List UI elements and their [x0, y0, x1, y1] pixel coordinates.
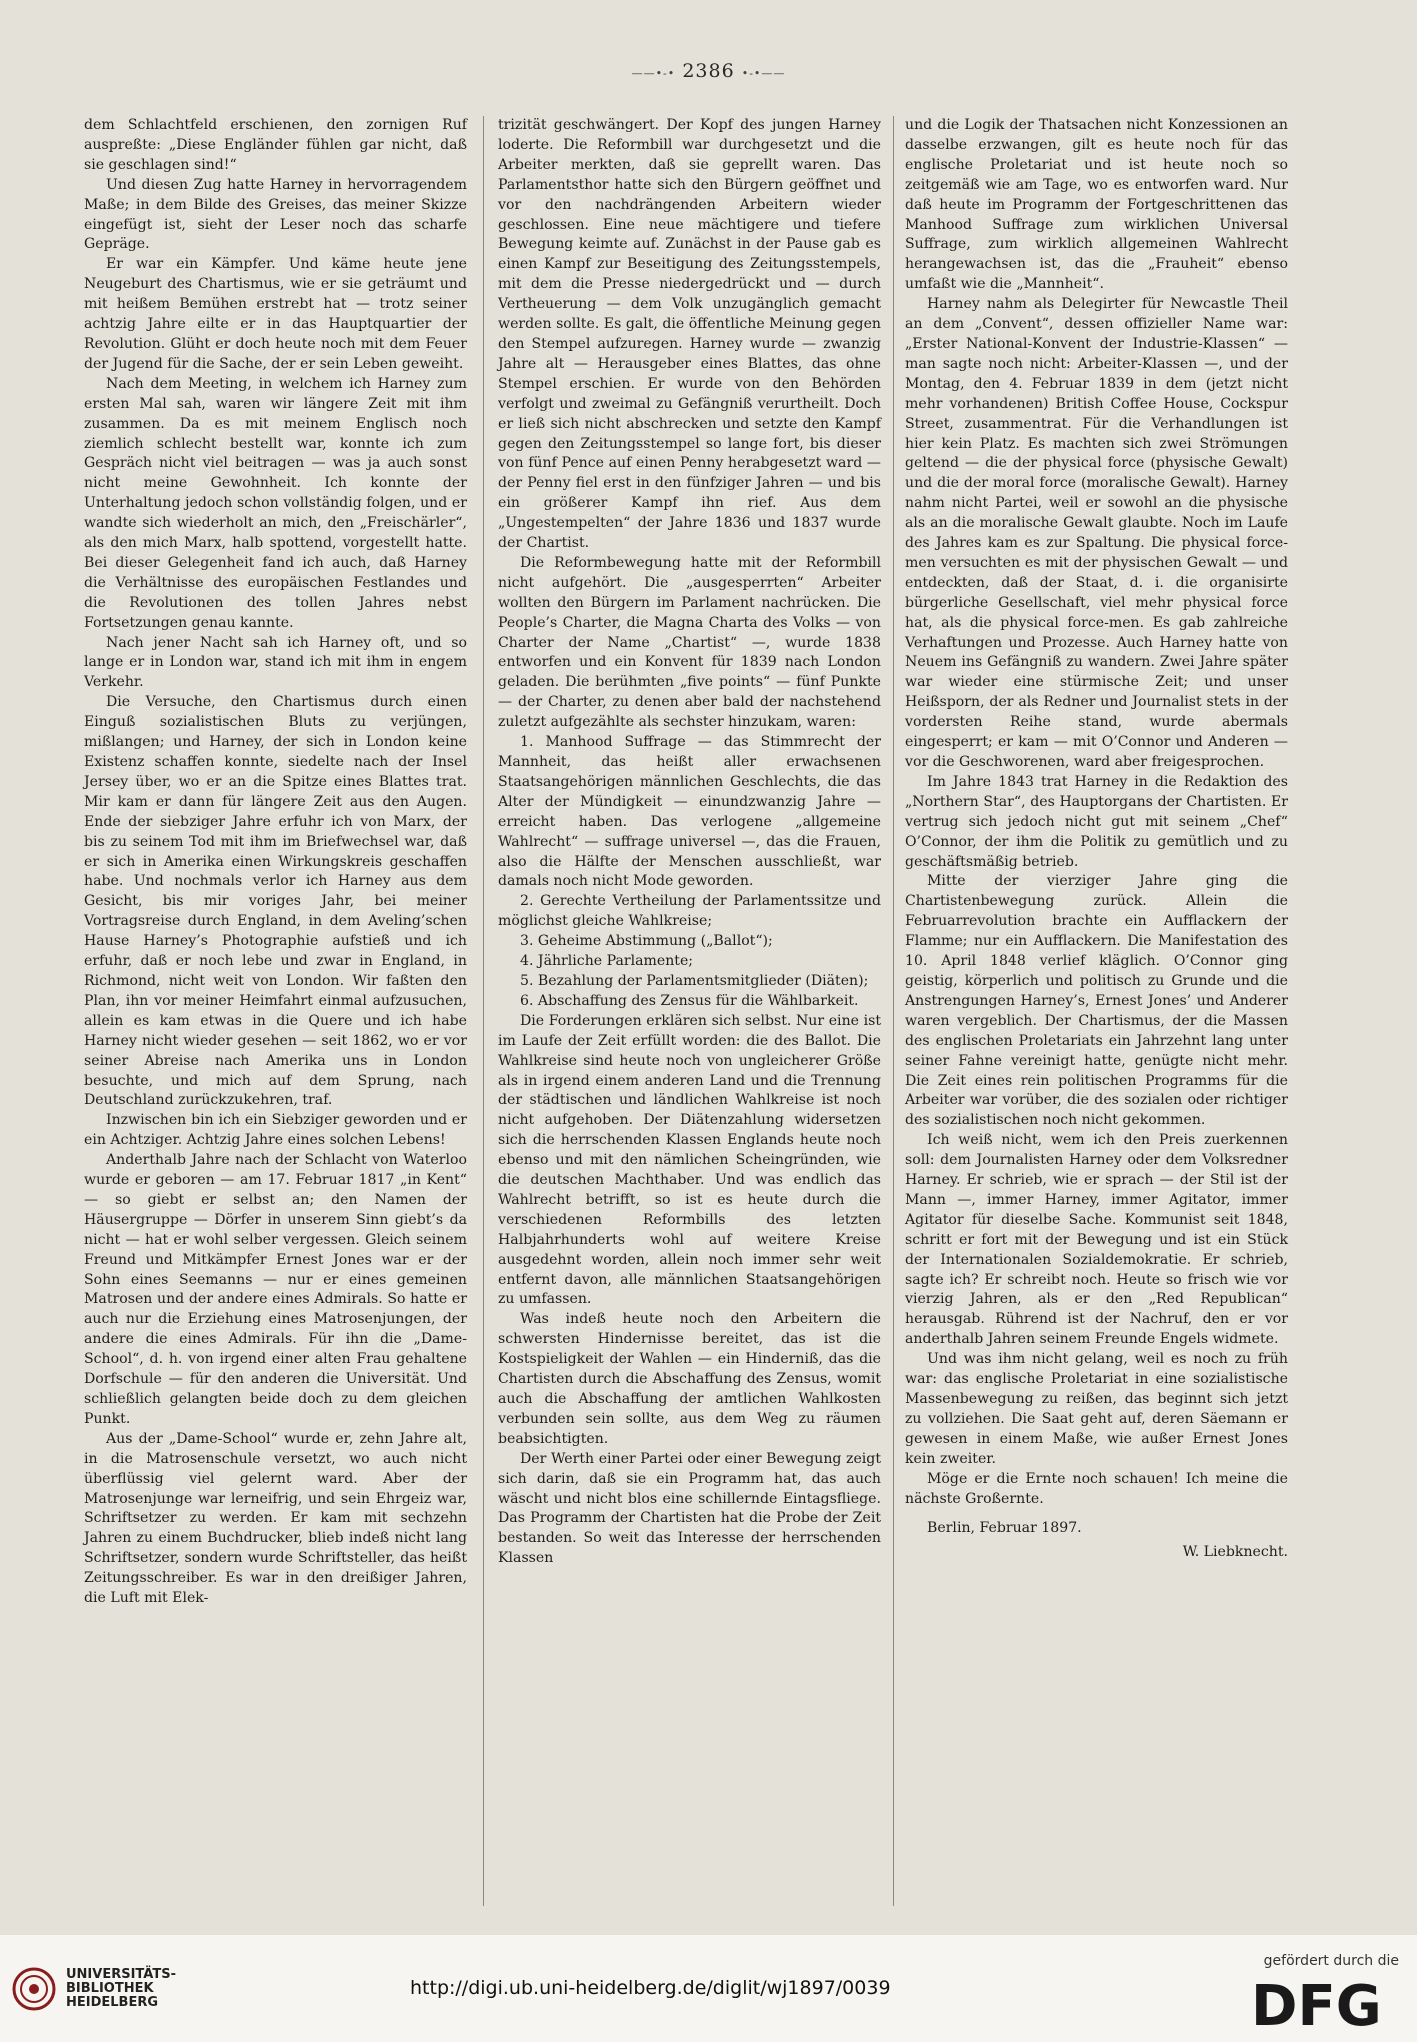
library-name: UNIVERSITÄTS- BIBLIOTHEK HEIDELBERG — [66, 1967, 176, 2010]
paragraph: Inzwischen bin ich ein Siebziger geworden und er ein Achtziger. Achtzig Jahre eines solchen Lebens! — [84, 1112, 467, 1149]
header-ornament-left: ——•-• — [631, 67, 676, 80]
paragraph: Der Werth einer Partei oder einer Bewegung zeigt sich darin, daß sie ein Programm hat, das auch wäscht und nicht blos eine schillernde Eintagsfliege. Das Programm der Chartisten hat die Probe der Zeit bestanden. So weit das Interesse der herrschenden Klassen — [498, 1450, 881, 1567]
paragraph: Im Jahre 1843 trat Harney in die Redaktion des „Northern Star“, des Hauptorgans der Chartisten. Er vertrug sich jedoch nicht gut mit seinem „Chef“ O’Connor, der ihm die Politik zu gemütlich und zu geschäftsmäßig betrieb. — [905, 773, 1288, 870]
text-column-2 — [498, 116, 881, 1569]
paragraph: Anderthalb Jahre nach der Schlacht von Waterloo wurde er geboren — am 17. Februar 1817 „in Kent“ — so giebt er selbst an; den Namen der Häusergruppe — Dörfer in unserem Sinn giebt’s da nicht — hat er wohl selber vergessen. Gleich seinem Freund und Mitkämpfer Ernest Jones war er der Sohn eines Seemanns — nur er eines gemeinen Matrosen und der andere eines Admirals. So hatte er auch nur die Erziehung eines Matrosenjungen, der andere die eines Admirals. Für ihn die „Dame-School“, d. h. von irgend einer alten Frau gehaltene Dorfschule — für den anderen die Universität. Und schließlich gelangten beide doch zu dem gleichen Punkt. — [84, 1152, 467, 1427]
signature-author: W. Liebknecht. — [1182, 1544, 1288, 1561]
page-url[interactable]: http://digi.ub.uni-heidelberg.de/diglit/wj1897/0039 — [410, 1977, 891, 1999]
paragraph: Möge er die Ernte noch schauen! Ich meine die nächste Großernte. — [905, 1470, 1288, 1507]
paragraph: Er war ein Kämpfer. Und käme heute jene Neugeburt des Chartismus, wie er sie geträumt und mit heißem Bemühen erstrebt hat — trotz seiner achtzig Jahre eilte er in das Hauptquartier der Revolution. Glüht er doch heute noch mit dem Feuer der Jugend für die Sache, der er sein Leben geweiht. — [84, 256, 467, 372]
list-item: 1. Manhood Suffrage — das Stimmrecht der Mannheit, das heißt aller erwachsenen Staatsangehörigen männlichen Geschlechts, die das Alter der Mündigkeit — einundzwanzig Jahre — erreicht haben. Das verlogene „allgemeine Wahlrecht“ — suffrage universel —, das die Frauen, also die Hälfte der Menschen ausschließt, war damals noch nicht Mode geworden. — [498, 734, 881, 890]
column-divider — [483, 116, 484, 1906]
list-item: 4. Jährliche Parlamente; — [520, 953, 694, 970]
paragraph: Nach dem Meeting, in welchem ich Harney zum ersten Mal sah, waren wir längere Zeit mit ihm zusammen. Da es mit meinem Englisch noch ziemlich schlecht bestellt war, konnte ich zum Gespräch nicht viel beitragen — was ja auch sonst nicht meine Gewohnheit. Ich konnte der Unterhaltung jedoch schon vollständig folgen, und er wandte sich wiederholt an mich, den „Freischärler“, als den mich Marx, halb spottend, vorgestellt hatte. Bei dieser Gelegenheit fand ich auch, daß Harney die Verhältnisse des europäischen Festlandes und die Revolutionen des tollen Jahres nebst Fortsetzungen genau kannte. — [84, 375, 467, 631]
paragraph: Mitte der vierziger Jahre ging die Chartistenbewegung zurück. Allein die Februarrevolution brachte ein Aufflackern der Flamme; nur ein Aufflackern. Die Manifestation des 10. April 1848 verlief kläglich. O’Connor ging geistig, körperlich und politisch zu Grunde und die Anstrengungen Harney’s, Ernest Jones’ und Anderer waren vergeblich. Der Chartismus, der die Massen des englischen Proletariats ein Jahrzehnt lang unter seiner Fahne vereinigt hatte, genügte nicht mehr. Die Zeit eines rein politischen Programms für die Arbeiter war vorüber, die des sozialen oder richtiger des sozialistischen noch nicht gekommen. — [905, 873, 1288, 1129]
paragraph: und die Logik der Thatsachen nicht Konzessionen an dasselbe erzwangen, gilt es heute noch für das englische Proletariat und ist heute noch so zeitgemäß wie am Tage, wo es entworfen ward. Nur daß heute im Programm der Fortgeschrittenen das Manhood Suffrage zum wirklichen Universal Suffrage, zum wirklich allgemeinen Wahlrecht herangewachsen ist, das die „Frauheit“ ebenso umfaßt wie die „Mannheit“. — [905, 117, 1288, 293]
list-item: 2. Gerechte Vertheilung der Parlamentssitze und möglichst gleiche Wahlkreise; — [498, 893, 881, 930]
header-ornament-right: •-•—— — [741, 67, 786, 80]
funding-note — [1249, 1953, 1399, 2035]
signature-place-date: Berlin, Februar 1897. — [927, 1520, 1082, 1537]
viewer-footer — [0, 1935, 1417, 2042]
paragraph: Die Forderungen erklären sich selbst. Nur eine ist im Laufe der Zeit erfüllt worden: die des Ballot. Die Wahlkreise sind heute noch von ungleicherer Größe als in irgend einem anderen Land und die Trennung der städtischen und ländlichen Wahlkreise ist noch nicht aufgehoben. Der Diätenzahlung widersetzen sich die herrschenden Klassen Englands heute noch ebenso und mit den nämlichen Scheingründen, wie die deutschen Machthaber. Und was endlich das Wahlrecht betrifft, so ist es heute durch die verschiedenen Reformbills des letzten Halbjahrhunderts wohl auf weitere Kreise ausgedehnt worden, allein noch immer sehr weit entfernt davon, alle männlichen Staatsangehörigen zu umfassen. — [498, 1012, 881, 1308]
paragraph: Die Reformbewegung hatte mit der Reformbill nicht aufgehört. Die „ausgesperrten“ Arbeiter wollten den Bürgern im Parlament nachrücken. Die People’s Charter, die Magna Charta des Volks — von Charter der Name „Chartist“ —, wurde 1838 entworfen und ein Konvent für 1839 nach London geladen. Die berühmten „five points“ — fünf Punkte — der Charter, zu denen aber bald der nachstehend zuletzt aufgezählte als sechster hinzukam, waren: — [498, 554, 881, 731]
dfg-logo[interactable] — [1249, 1973, 1399, 2031]
page-number: 2386 — [682, 60, 735, 82]
paragraph: Und diesen Zug hatte Harney in hervorragendem Maße; in dem Bilde des Greises, das meiner Skizze eingefügt ist, sieht der Leser noch das scharfe Gepräge. — [84, 176, 467, 253]
paragraph: Aus der „Dame-School“ wurde er, zehn Jahre alt, in die Matrosenschule versetzt, wo auch nicht überflüssig viel gelernt ward. Aber der Matrosenjunge war lerneifrig, und sein Ehrgeiz war, Schriftsetzer zu werden. Er kam mit sechzehn Jahren zu einem Buchdrucker, blieb indeß nicht lang Schriftsetzer, sondern wurde Schriftsteller, das heißt Zeitungsschreiber. Es war in den dreißiger Jahren, die Luft mit Elek- — [84, 1430, 467, 1607]
list-item: 6. Abschaffung des Zensus für die Wählbarkeit. — [520, 992, 859, 1009]
dfg-logo-text: DFG — [1251, 1974, 1382, 2031]
paragraph: Was indeß heute noch den Arbeitern die schwersten Hindernisse bereitet, das ist die Kostspieligkeit der Wahlen — ein Hinderniß, das die Chartisten durch die Abschaffung des Zensus, womit auch die Abschaffung der amtlichen Wahlkosten verbunden sein sollte, aus dem Weg zu räumen beabsichtigten. — [498, 1311, 881, 1447]
list-item: 3. Geheime Abstimmung („Ballot“); — [520, 933, 773, 950]
paragraph: Harney nahm als Delegirter für Newcastle Theil an dem „Convent“, dessen offizieller Name war: „Erster National-Konvent der Industrie-Klassen“ — man sagte noch nicht: Arbeiter-Klassen —, und der Montag, den 4. Februar 1839 in dem (jetzt nicht mehr vorhandenen) British Coffee House, Cockspur Street, zusammentrat. Für die Verhandlungen ist hier kein Platz. Es machten sich zwei Strömungen geltend — die der physical force (physische Gewalt) und die der moral force (moralische Gewalt). Harney nahm nicht Partei, weil er sowohl an die physische als an die moralische Gewalt glaubte. Noch im Laufe des Jahres kam es zur Spaltung. Die physical force-men versuchten es mit der physischen Gewalt — und entdeckten, daß der Staat, d. i. die organisirte bürgerliche Gesellschaft, viel mehr physical force hat, als die physical force-men. Es gab zahlreiche Verhaftungen und Prozesse. Auch Harney hatte von Neuem ins Gefängniß zu wandern. Zwei Jahre später war wieder eine stürmische Zeit; und unser Heißsporn, der als Redner und Journalist stets in der vordersten Reihe stand, wurde abermals eingesperrt; er kam — mit O’Connor und Anderen — vor die Geschworenen, ward aber freigesprochen. — [905, 296, 1288, 770]
paragraph: trizität geschwängert. Der Kopf des jungen Harney loderte. Die Reformbill war durchgesetzt und die Arbeiter merkten, daß sie geprellt waren. Das Parlamentsthor hatte sich den Bürgern geöffnet und vor den nachdrängenden Arbeitern wieder geschlossen. Eine neue mächtigere und tiefere Bewegung keimte auf. Zunächst in der Pause gab es einen Kampf zur Beseitigung des Zeitungsstempels, mit dem die Presse niedergedrückt und — durch Vertheuerung — dem Volk unzugänglich gemacht werden sollte. Es galt, die öffentliche Meinung gegen den Stempel aufzuregen. Harney wurde — zwanzig Jahre alt — Herausgeber eines Blattes, das ohne Stempel erschien. Er wurde von den Behörden verfolgt und zweimal zu Gefängniß verurtheilt. Doch er ließ sich nicht abschrecken und setzte den Kampf gegen den Zeitungsstempel so lange fort, bis dieser von fünf Pence auf einen Penny herabgesetzt ward — der Penny fiel erst in den fünfziger Jahren — und bis ein größerer Kampf ihn rief. Aus dem „Ungestempelten“ der Jahre 1836 und 1837 wurde der Chartist. — [498, 117, 881, 552]
funded-by-label: gefördert durch die — [1263, 1953, 1399, 1969]
column-divider — [893, 116, 894, 1906]
page-header — [0, 60, 1417, 82]
list-item: 5. Bezahlung der Parlamentsmitglieder (Diäten); — [520, 972, 869, 989]
paragraph: dem Schlachtfeld erschienen, den zornigen Ruf auspreßte: „Diese Engländer fühlen gar nicht, daß sie geschlagen sind!“ — [84, 117, 467, 173]
paragraph: Und was ihm nicht gelang, weil es noch zu früh war: das englische Proletariat in eine sozialistische Massenbewegung zu reißen, das beginnt sich jetzt zu vollziehen. Die Saat geht auf, deren Säemann er gewesen in einem Maße, wie außer Ernest Jones kein zweiter. — [905, 1351, 1288, 1467]
paragraph: Ich weiß nicht, wem ich den Preis zuerkennen soll: dem Journalisten Harney oder dem Volksredner Harney. Er schrieb, wie er sprach — der Stil ist der Mann —, immer Harney, immer Agitator, immer Agitator für dieselbe Sache. Kommunist seit 1848, schritt er fort mit der Bewegung und ist ein Stück der Internationalen Sozialdemokratie. Er schrieb, sagte ich? Er schreibt noch. Heute so frisch wie vor vierzig Jahren, als er den „Red Republican“ herausgab. Rührend ist der Nachruf, den er vor anderthalb Jahren seinem Freunde Engels widmete. — [905, 1132, 1288, 1348]
library-logo[interactable] — [12, 1967, 176, 2011]
text-column-1 — [84, 116, 467, 1609]
paragraph: Nach jener Nacht sah ich Harney oft, und so lange er in London war, stand ich mit ihm in engem Verkehr. — [84, 634, 467, 691]
university-seal-icon — [12, 1967, 56, 2011]
text-column-3 — [905, 116, 1288, 1563]
paragraph: Die Versuche, den Chartismus durch einen Einguß sozialistischen Bluts zu verjüngen, mißlangen; und Harney, der sich in London keine Existenz schaffen konnte, siedelte nach der Insel Jersey über, wo er an die Spitze eines Blattes trat. Mir kam er dann für längere Zeit aus den Augen. Ende der siebziger Jahre erfuhr ich von Marx, der bis zu seinem Tod mit ihm im Briefwechsel war, daß er sich in Amerika einen Wirkungskreis geschaffen habe. Und nochmals verlor ich Harney aus dem Gesicht, bis mir voriges Jahr, bei meiner Vortragsreise durch England, in dem Aveling’schen Hause Harney’s Photographie aufstieß und ich erfuhr, daß er noch lebe und zwar in England, in Richmond, nicht weit von London. Wir faßten den Plan, ihn vor meiner Heimfahrt einmal aufzusuchen, allein es kam etwas in die Quere und ich habe Harney nicht wieder gesehen — seit 1862, wo er vor seiner Abreise nach Amerika uns in London besuchte, und mich auf dem Sprung, nach Deutschland zurückzukehren, traf. — [84, 694, 467, 1109]
